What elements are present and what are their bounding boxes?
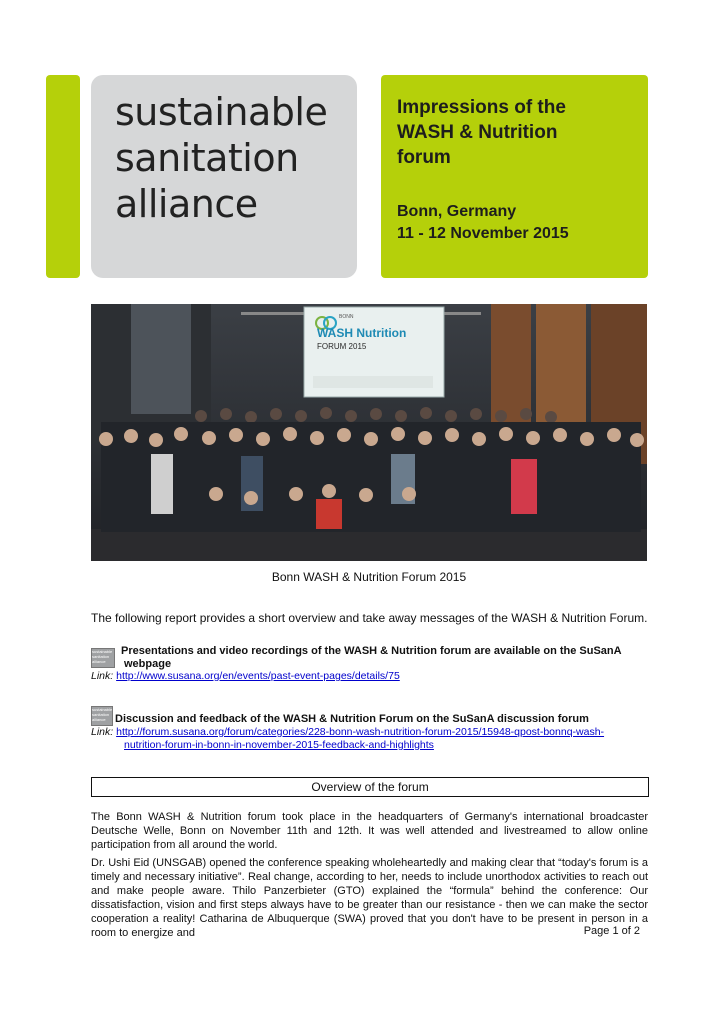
page-number: Page 1 of 2 (583, 925, 640, 937)
intro-text: The following report provides a short overview and take away messages of the WASH & Nutrition Forum. (91, 611, 648, 625)
event-location-date (397, 201, 569, 245)
logo-text (115, 89, 327, 227)
resource-title-line-2: webpage (124, 658, 172, 670)
link-label: Link: (91, 726, 114, 738)
susana-forum-link[interactable] (91, 726, 604, 751)
logo-line-3: alliance (115, 182, 258, 226)
susana-forum-logo-icon: sustainable sanitation alliance (91, 706, 113, 726)
title-line-3: forum (397, 147, 451, 168)
title-line-1: Impressions of the (397, 97, 566, 118)
forum-link-line-2: nutrition-forum-in-bonn-in-november-2015-feedback-and-highlights (124, 739, 434, 751)
group-photo (91, 304, 647, 561)
resource-title-presentations (121, 645, 641, 671)
event-location: Bonn, Germany (397, 203, 517, 220)
forum-link-line-1: http://forum.susana.org/forum/categories/228-bonn-wash-nutrition-forum-2015/15948-qpost-bonnq-wash- (116, 726, 605, 738)
event-dates: 11 - 12 November 2015 (397, 225, 569, 242)
resource-link-row-presentations (91, 670, 400, 683)
link-label: Link: (91, 670, 114, 682)
resource-title-discussion: Discussion and feedback of the WASH & Nutrition Forum on the SuSanA discussion forum (115, 713, 589, 725)
screen-small-text: BONN (339, 314, 354, 320)
logo-line-2: sanitation (115, 136, 299, 180)
screen-title-text: WASH Nutrition (317, 326, 407, 340)
section-heading-overview: Overview of the forum (91, 777, 649, 797)
susana-logo-icon: sustainable sanitation alliance (91, 648, 115, 668)
title-panel (381, 75, 648, 278)
title-line-2: WASH & Nutrition (397, 122, 558, 143)
accent-bar (46, 75, 80, 278)
logo-line-1: sustainable (115, 90, 328, 134)
screen-subtitle-text: FORUM 2015 (317, 342, 367, 351)
paragraph-1: The Bonn WASH & Nutrition forum took place in the headquarters of Germany's international broadcaster Deutsche Welle, Bonn on November 11th and 12th. It was well attended and livestreamed to allow online participation from all around the world. (91, 811, 648, 851)
susana-event-link[interactable]: http://www.susana.org/en/events/past-event-pages/details/75 (116, 670, 400, 682)
photo-caption: Bonn WASH & Nutrition Forum 2015 (271, 570, 467, 584)
group-photo-illustration (91, 304, 647, 561)
resource-title-line-1: Presentations and video recordings of the WASH & Nutrition forum are available on the SuSanA (121, 645, 622, 657)
alliance-logo (91, 75, 357, 278)
resource-link-row-discussion (91, 726, 651, 752)
document-title (397, 95, 637, 170)
paragraph-2: Dr. Ushi Eid (UNSGAB) opened the conference speaking wholeheartedly and making clear that “today's forum is a timely and necessary initiative”. Real change, according to her, needs to include unorthodox activities to reach out and make people aware. Thilo Panzerbieter (GTO) explained the “formula” behind the conference: Our dissatisfaction, vision and first steps always have to be greater than our resistance - then we can make the sector cooperation a reality! Catharina de Albuquerque (SWA) proved that you don't have to be present in person in a room to energize and (91, 857, 648, 939)
